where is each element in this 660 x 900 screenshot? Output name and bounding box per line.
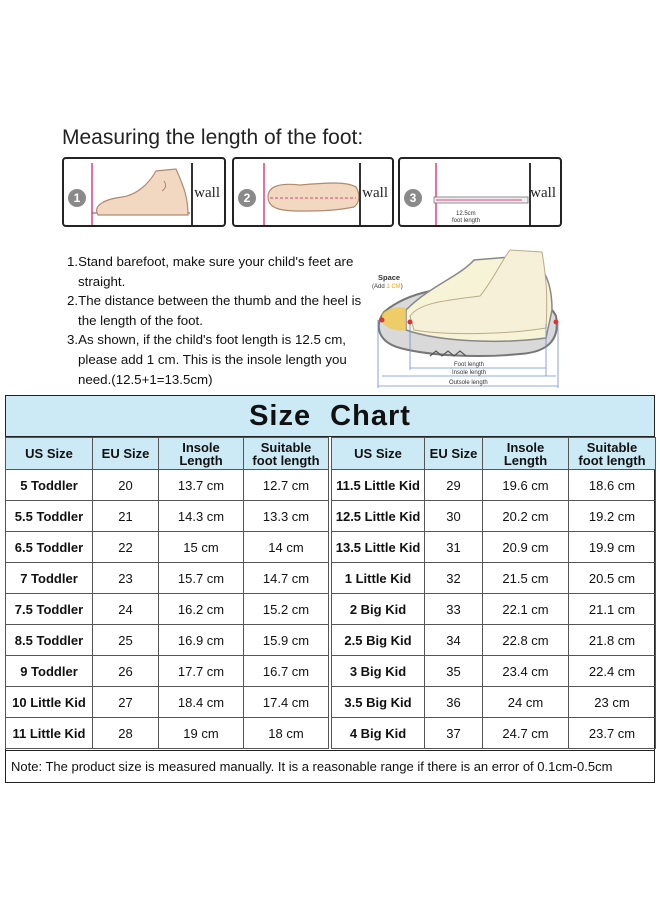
eu-size-cell: 35 (425, 656, 483, 687)
foot-length-cell: 14 cm (244, 532, 329, 563)
wall-label: wall (194, 185, 220, 201)
header-text: Suitable (260, 439, 312, 455)
eu-size-cell: 30 (425, 501, 483, 532)
header-text: foot length (578, 452, 646, 468)
eu-size-cell: 31 (425, 532, 483, 563)
us-size-cell: 1 Little Kid (332, 563, 425, 594)
foot-length-cell: 17.4 cm (244, 687, 329, 718)
step-number-badge: 2 (238, 189, 256, 207)
us-size-cell: 11.5 Little Kid (332, 470, 425, 501)
us-size-header (6, 438, 93, 470)
instruction-step: 3.As shown, if the child's foot length is 12.5 cm, please add 1 cm. This is the insole length you need.(12.5+1=13.5cm) (67, 332, 347, 387)
measure-steps (0, 157, 660, 227)
us-size-cell: 2 Big Kid (332, 594, 425, 625)
eu-size-cell: 36 (425, 687, 483, 718)
eu-size-cell: 32 (425, 563, 483, 594)
insole-length-cell: 17.7 cm (159, 656, 244, 687)
foot-length-cell: 23 cm (569, 687, 656, 718)
foot-length-cell: 19.2 cm (569, 501, 656, 532)
eu-size-cell: 24 (93, 594, 159, 625)
wall-label: wall (530, 185, 556, 201)
eu-size-cell: 23 (93, 563, 159, 594)
eu-size-cell: 26 (93, 656, 159, 687)
insole-length-cell: 21.5 cm (483, 563, 569, 594)
insole-length-cell: 16.9 cm (159, 625, 244, 656)
insole-length-cell: 24 cm (483, 687, 569, 718)
foot-length-cell: 13.3 cm (244, 501, 329, 532)
size-row (332, 718, 656, 749)
header-text: US Size (25, 446, 73, 461)
insole-length-cell: 13.7 cm (159, 470, 244, 501)
foot-length-cell: 18 cm (244, 718, 329, 749)
size-row (332, 532, 656, 563)
shoe-diagram (370, 246, 565, 391)
us-size-cell: 5.5 Toddler (6, 501, 93, 532)
size-table-header-row (332, 438, 656, 470)
eu-size-cell: 21 (93, 501, 159, 532)
foot-length-header (569, 438, 656, 470)
us-size-cell: 6.5 Toddler (6, 532, 93, 563)
size-chart-note: Note: The product size is measured manually. It is a reasonable range if there is an error of 0.1cm-0.5cm (6, 750, 654, 782)
size-row (6, 532, 329, 563)
insole-length-header (483, 438, 569, 470)
us-size-cell: 9 Toddler (6, 656, 93, 687)
insole-length-label: Insole length (452, 370, 487, 376)
header-text: foot length (252, 452, 320, 468)
size-row (6, 563, 329, 594)
foot-length-cell: 21.8 cm (569, 625, 656, 656)
insole-length-cell: 22.1 cm (483, 594, 569, 625)
eu-size-cell: 34 (425, 625, 483, 656)
ruler-note-label: foot length (452, 218, 481, 224)
insole-length-cell: 22.8 cm (483, 625, 569, 656)
size-row (6, 594, 329, 625)
size-row (332, 687, 656, 718)
outsole-length-label: Outsole length (449, 380, 488, 386)
foot-length-cell: 14.7 cm (244, 563, 329, 594)
us-size-cell: 3.5 Big Kid (332, 687, 425, 718)
wall-label: wall (362, 185, 388, 201)
foot-length-cell: 15.2 cm (244, 594, 329, 625)
us-size-cell: 5 Toddler (6, 470, 93, 501)
foot-length-cell: 20.5 cm (569, 563, 656, 594)
foot-length-cell: 18.6 cm (569, 470, 656, 501)
header-text: US Size (354, 446, 402, 461)
insole-length-cell: 20.9 cm (483, 532, 569, 563)
measure-point-dot (408, 320, 413, 325)
size-table-left (5, 437, 329, 749)
header-text: EU Size (429, 446, 478, 461)
insole-length-cell: 24.7 cm (483, 718, 569, 749)
size-row (6, 470, 329, 501)
us-size-cell: 11 Little Kid (6, 718, 93, 749)
insole-length-cell: 19 cm (159, 718, 244, 749)
size-row (6, 656, 329, 687)
insole-length-cell: 16.2 cm (159, 594, 244, 625)
us-size-header (332, 438, 425, 470)
measure-heading: Measuring the length of the foot: (62, 126, 364, 149)
eu-size-cell: 25 (93, 625, 159, 656)
header-text: Insole (506, 439, 545, 455)
foot-length-cell: 15.9 cm (244, 625, 329, 656)
header-text: Suitable (586, 439, 638, 455)
eu-size-cell: 28 (93, 718, 159, 749)
header-text: Length (503, 452, 548, 468)
insole-length-cell: 19.6 cm (483, 470, 569, 501)
foot-length-cell: 22.4 cm (569, 656, 656, 687)
foot-length-cell: 16.7 cm (244, 656, 329, 687)
size-row (6, 687, 329, 718)
eu-size-cell: 22 (93, 532, 159, 563)
eu-size-cell: 33 (425, 594, 483, 625)
size-row (6, 625, 329, 656)
us-size-cell: 13.5 Little Kid (332, 532, 425, 563)
eu-size-header (93, 438, 159, 470)
size-row (332, 594, 656, 625)
header-text: EU Size (101, 446, 150, 461)
step-2-panel (232, 157, 394, 227)
size-table-right (331, 437, 656, 749)
space-note: (Add 1 CM) (372, 284, 403, 290)
eu-size-cell: 37 (425, 718, 483, 749)
size-row (332, 470, 656, 501)
size-row (332, 563, 656, 594)
insole-length-cell: 18.4 cm (159, 687, 244, 718)
insole-length-cell: 15.7 cm (159, 563, 244, 594)
us-size-cell: 2.5 Big Kid (332, 625, 425, 656)
us-size-cell: 8.5 Toddler (6, 625, 93, 656)
size-row (332, 656, 656, 687)
us-size-cell: 4 Big Kid (332, 718, 425, 749)
measure-point-dot (554, 320, 559, 325)
step-1-panel (62, 157, 226, 227)
foot-length-header (244, 438, 329, 470)
instruction-step: 1.Stand barefoot, make sure your child's feet are straight. (67, 254, 354, 289)
size-row (6, 718, 329, 749)
foot-length-cell: 12.7 cm (244, 470, 329, 501)
size-chart (5, 395, 655, 783)
eu-size-header (425, 438, 483, 470)
eu-size-cell: 29 (425, 470, 483, 501)
measure-point-dot (380, 318, 385, 323)
space-label: Space (378, 273, 401, 282)
insole-length-cell: 20.2 cm (483, 501, 569, 532)
step-number-badge: 1 (68, 189, 86, 207)
ruler-note-value: 12.5cm (456, 211, 476, 217)
us-size-cell: 10 Little Kid (6, 687, 93, 718)
header-text: Insole (182, 439, 220, 455)
insole-length-header (159, 438, 244, 470)
foot-length-cell: 23.7 cm (569, 718, 656, 749)
us-size-cell: 7 Toddler (6, 563, 93, 594)
size-row (6, 501, 329, 532)
foot-length-cell: 19.9 cm (569, 532, 656, 563)
us-size-cell: 12.5 Little Kid (332, 501, 425, 532)
insole-length-cell: 15 cm (159, 532, 244, 563)
size-row (332, 501, 656, 532)
step-number-badge: 3 (404, 189, 422, 207)
foot-length-label: Foot length (454, 362, 485, 368)
size-chart-title: Size Chart (6, 396, 654, 437)
step-3-panel (398, 157, 562, 227)
size-table-header-row (6, 438, 329, 470)
eu-size-cell: 27 (93, 687, 159, 718)
us-size-cell: 3 Big Kid (332, 656, 425, 687)
instruction-step: 2.The distance between the thumb and the heel is the length of the foot. (67, 293, 362, 328)
size-chart-body (6, 437, 654, 750)
eu-size-cell: 20 (93, 470, 159, 501)
insole-length-cell: 23.4 cm (483, 656, 569, 687)
insole-length-cell: 14.3 cm (159, 501, 244, 532)
foot-length-cell: 21.1 cm (569, 594, 656, 625)
us-size-cell: 7.5 Toddler (6, 594, 93, 625)
measure-instructions (67, 252, 367, 389)
size-row (332, 625, 656, 656)
header-text: Length (179, 452, 223, 468)
